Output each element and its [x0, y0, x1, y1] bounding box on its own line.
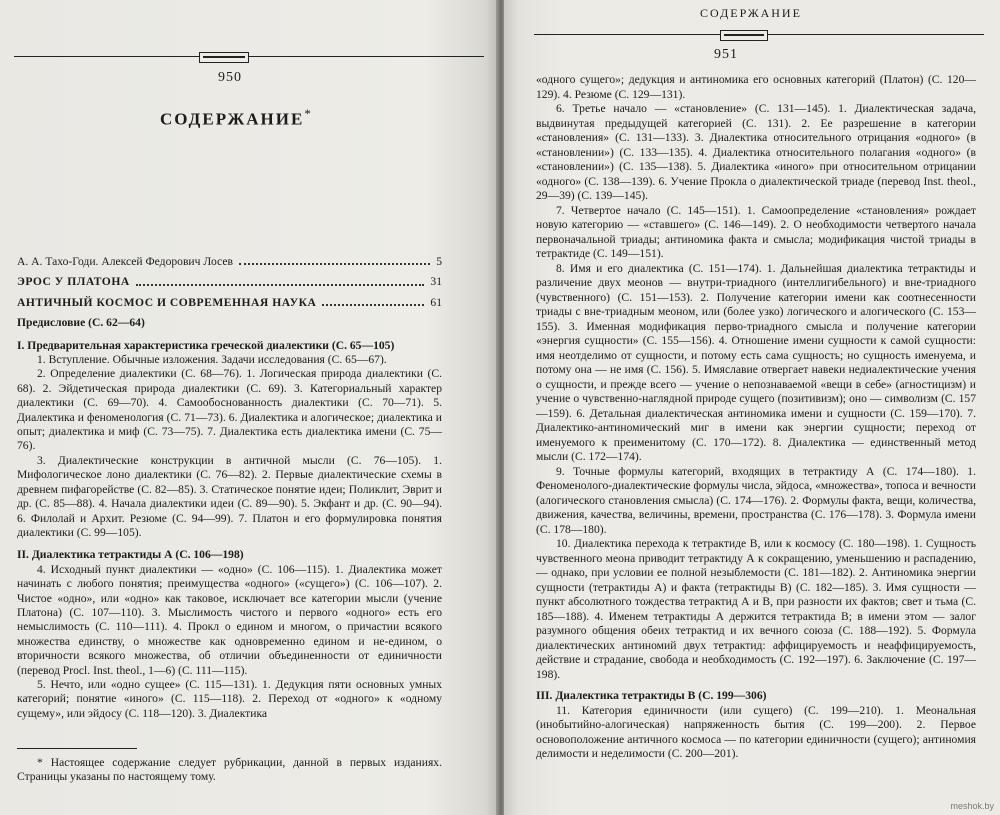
toc-paragraph: 8. Имя и его диалектика (С. 151—174). 1. Дальнейшая диалектика тетрактиды и различение двух меонов — внутри-триадного (интеллигибельного) и вне-триадного (чувственного) (С. 151—153). 2. Получение категории имени как соотнесенности триады с вне-триадным меоном, или (более узко) логического и алогического (С. 153—155). 3. Именная модификация перво-триадного смысла и получение категории «энергия сущности» (С. 155—156). 4. Отношение имени сущности к самой сущности: имя неотделимо от сущности, и потому есть сама сущность; но сущность именуема, и потому она — не имя (С. 156). 5. Имяславие отвергает навеки недиалектические учения о сущности, и прежде всего — учение о непознаваемой «вещи в себе» (агностицизм) и учение о чувственно-наглядной природе сущего (позитивизм); оно — символизм (С. 157—159). 6. Детальная диалектическая антиномика имени и сущности (С. 159—170). 7. Диалектико-антиномический миг в имени как энергии сущности; переход от именуемого к преименитому (С. 170—172). 8. Диалектика — единственный метод мысли (С. 172—174). — [536, 261, 976, 463]
toc-paragraph: 5. Нечто, или «одно сущее» (С. 115—131). 1. Дедукция пяти основных умных категорий; понятие «иного» (С. 115—118). 2. Переход от «одного» к «одному сущему», или эйдосу (С. 118—120). 3. Диалектика — [17, 677, 442, 720]
footnote: * Настоящее содержание следует рубрикации, данной в первых изданиях. Страницы указаны по настоящему тому. — [17, 756, 442, 784]
toc-paragraph: 9. Точные формулы категорий, входящих в тетрактиду А (С. 174—180). 1. Феноменолого-диалектические формулы числа, эйдоса, «множества», топоса и вечности (алогического становления смысла) (С. 174—176). 2. Формулы факта, вещи, количества, движения, качества, величины, времени, пространства (С. 176—178). 3. Формула имени (С. 178—180). — [536, 464, 976, 536]
toc-entry-page: 31 — [430, 275, 442, 289]
toc-paragraph: 10. Диалектика перехода к тетрактиде В, или к космосу (С. 180—198). 1. Сущность чувственного меона приводит тетрактиду А к сокращению, уменьшению и распадению, — однако, при условии ее полной незыблемости (С. 181—182). 2. Антиномика энергии сущности (тетрактиды А) и факта (тетрактиды В) (С. 182—185). 3. Имя сущности — пункт абсолютного тождества тетрактид А и В, при разности их фактов; свет и тьма (С. 185—188). 4. Именем тетрактиды А держится тетрактида В; в имени этом — залог разумного общения обеих тетрактид и их вечного союза (С. 188—192). 5. Формула диалектических антиномий двух тетрактид: аффицируемость и неаффицируемость, действие и страдание, свобода и необходимость (С. 192—197). 6. Заключение (С. 197—198). — [536, 537, 976, 681]
header-rule-right — [534, 28, 984, 42]
footnote-rule — [17, 748, 137, 749]
toc-paragraph: 11. Категория единичности (или сущего) (С. 199—210). 1. Меональная (инобытийно-алогическая) напряженность бытия (С. 199—200). 2. Первое основоположение античного космоса — по категории единичности (сущего); антиномия делимости и неделимости (С. 200—201). — [536, 703, 976, 760]
toc-paragraph: 4. Исходный пункт диалектики — «одно» (С. 106—115). 1. Диалектика может начинать с любого понятия; преимущества «одного» («сущего») (С. 106—107). 2. Чистое «одно», или «одно» как таковое, исключает все категории мысли (учение Платона) (С. 107—110). 3. Мыслимость чистого и первого «одного» есть его немыслимость (С. 110—111). 4. Прокл о едином и многом, о причастии всякого множества единству, о множестве как одновременно едином и не-едином, о вторичности всякого множества, об отличии объединенности от единичности (перевод Procl. Inst. theol., 1—6) (С. 111—115). — [17, 562, 442, 677]
toc-entry-text: А. А. Тахо-Годи. Алексей Федорович Лосев — [17, 255, 233, 268]
toc-paragraph: 7. Четвертое начало (С. 145—151). 1. Самоопределение «становления» рождает новую категорию — «ставшего» (С. 146—149). 2. О необходимости четвертого начала первоначальной триады; антиномика факта и смысла; модификация чистой триады в тетрактиде (С. 149—151). — [536, 203, 976, 260]
page-number-left: 950 — [218, 70, 242, 85]
title-footnote-mark: * — [304, 106, 313, 121]
toc-entry-text: АНТИЧНЫЙ КОСМОС И СОВРЕМЕННАЯ НАУКА — [17, 295, 317, 309]
toc-paragraph: «одного сущего»; дедукция и антиномика его основных категорий (Платон) (С. 120—129). 4. Резюме (С. 129—131). — [536, 73, 976, 101]
toc-entry-text: ЭРОС У ПЛАТОНА — [17, 275, 130, 289]
page-title — [160, 106, 313, 130]
running-head: СОДЕРЖАНИЕ — [700, 6, 802, 20]
title-text: СОДЕРЖАНИЕ — [160, 109, 305, 129]
watermark: meshok.by — [950, 801, 994, 811]
toc-entry — [17, 296, 442, 310]
left-body — [17, 255, 442, 721]
toc-paragraph: 1. Вступление. Обычные изложения. Задачи исследования (С. 65—67). — [37, 353, 387, 367]
right-page — [504, 0, 1000, 815]
toc-entry — [17, 275, 442, 289]
toc-paragraph: 3. Диалектические конструкции в античной мысли (С. 76—105). 1. Мифологическое лоно диалектики (С. 76—82). 2. Первые диалектические схемы в древнем пифагорействе (С. 82—85). 3. Статическое понятие идеи; Поликлит, Эврит и др. (С. 85—88). 4. Начала диалектики идеи (С. 89—90). 5. Экфант и др. (С. 90—94). 6. Филолай и Архит. Резюме (С. 94—99). 7. Платон и его формулировка понятия диалектики (С. 99—105). — [17, 453, 442, 539]
toc-paragraph: 6. Третье начало — «становление» (С. 131—145). 1. Диалектическая задача, выдвинутая предыдущей категорией (С. 131). 2. Ее разрешение в категории «становления» (С. 131—133). 3. Диалектика относительного отрицания «одного» (в «становлении») (С. 133—135). 4. Диалектика относительного полагания «одного» (в «становлении») (С. 135—138). 5. Диалектика «иного» при относительном отрицании «одного» (С. 138—139). 6. Учение Прокла о диалектической триаде (перевод Inst. theol., 29—39) (С. 139—145). — [536, 102, 976, 202]
toc-entry-page: 61 — [430, 295, 442, 309]
preface-entry: Предисловие (С. 62—64) — [17, 316, 145, 330]
toc-entry-page: 5 — [436, 255, 442, 268]
section-heading: III. Диалектика тетрактиды В (С. 199—306) — [536, 689, 767, 702]
toc-paragraph: 2. Определение диалектики (С. 68—76). 1. Логическая природа диалектики (С. 68). 2. Эйдетическая природа диалектики (С. 69). 3. Категориальный характер диалектики (С. 69—70). 4. Самообоснованность диалектики (С. 70—71). 5. Диалектика и феноменология (С. 71—73). 6. Диалектика и алогическое; диалектика и опыт; диалектика и миф (С. 73—75). 7. Диалектика есть диалектика имени (С. 75—76). — [17, 367, 442, 453]
header-rule-left — [14, 50, 484, 64]
toc-entry — [17, 255, 442, 269]
right-body — [536, 73, 976, 762]
section-heading: II. Диалектика тетрактиды А (С. 106—198) — [17, 548, 244, 562]
section-heading: I. Предварительная характеристика греческой диалектики (С. 65—105) — [17, 338, 395, 352]
page-number-right: 951 — [714, 47, 738, 62]
